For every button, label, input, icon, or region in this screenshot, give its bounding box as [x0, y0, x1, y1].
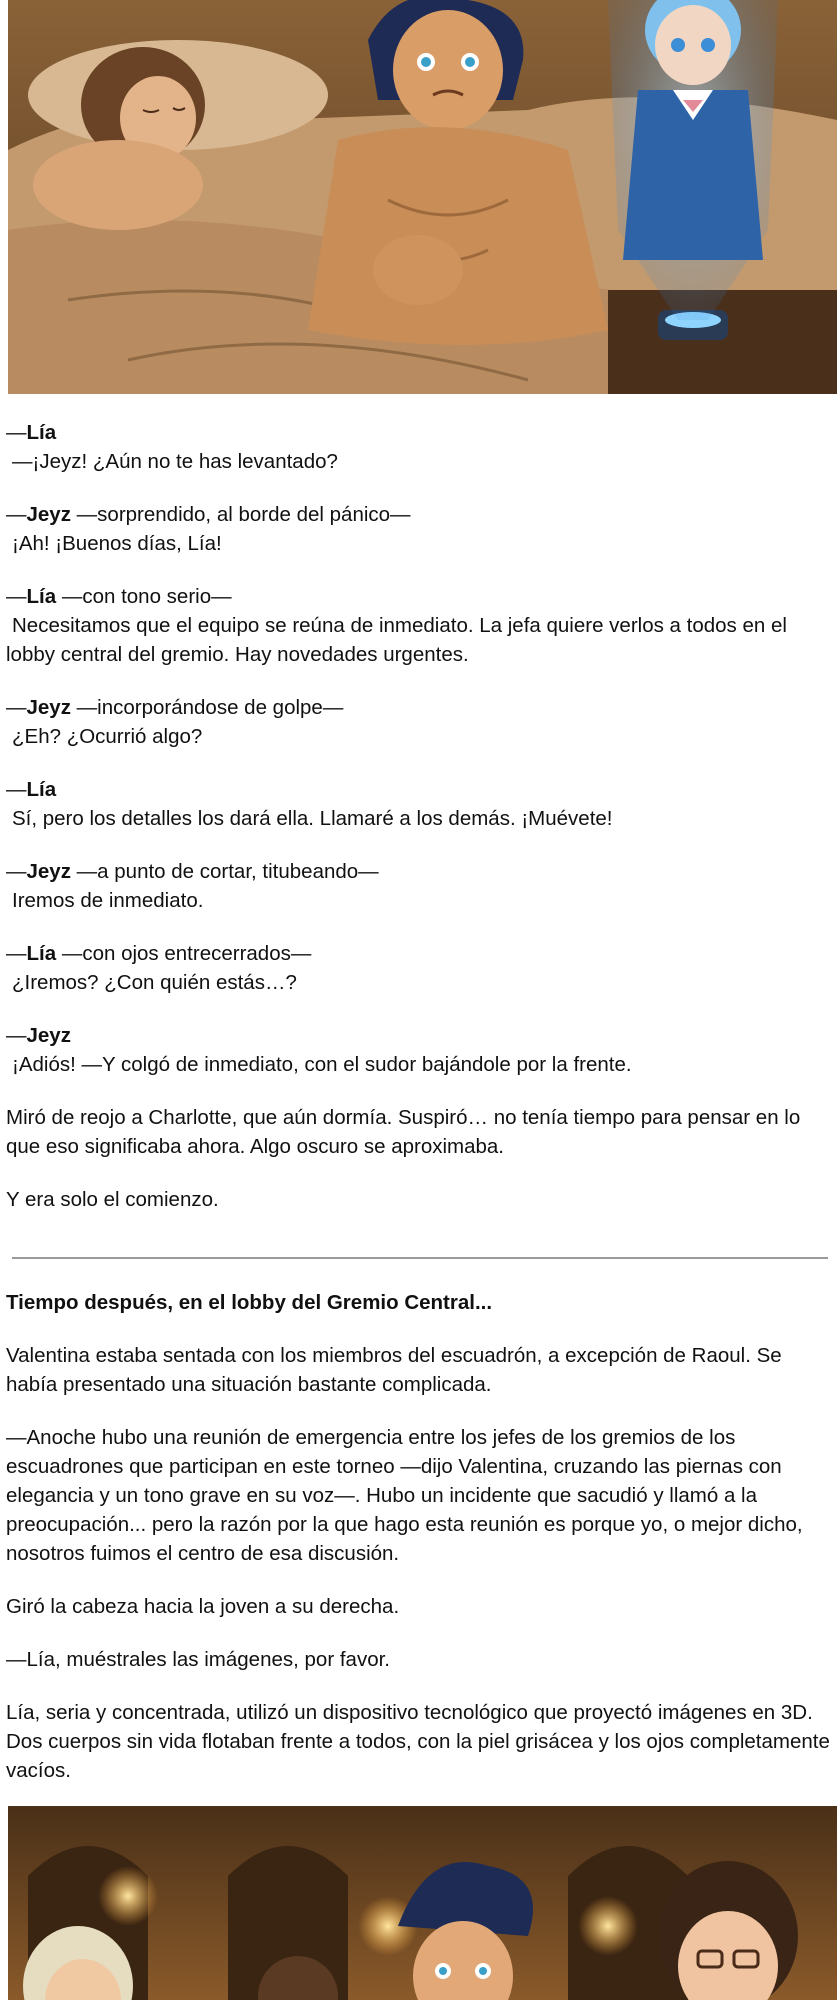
dialogue-entry: —Jeyz —incorporándose de golpe— ¿Eh? ¿Ocurrió algo? — [6, 696, 344, 748]
dialogue-line: ¿Iremos? ¿Con quién estás…? — [12, 971, 297, 994]
dialogue-entry: —Jeyz —sorprendido, al borde del pánico— ¡Ah! ¡Buenos días, Lía! — [6, 503, 411, 555]
dialogue-line: Iremos de inmediato. — [12, 889, 204, 912]
narration-paragraph: Y era solo el comienzo. — [6, 1188, 219, 1211]
speaker-name: Lía — [26, 942, 57, 965]
speaker-name: Jeyz — [26, 860, 71, 883]
stage-direction: —a punto de cortar, titubeando— — [70, 860, 379, 883]
guild-lobby-illustration — [8, 1806, 837, 2000]
dialogue-line: Necesitamos que el equipo se reúna de inmediato. La jefa quiere verlos a todos en el lobby central del gremio. Hay novedades urgentes. — [6, 614, 787, 666]
narration-paragraph: Miró de reojo a Charlotte, que aún dormía. Suspiró… no tenía tiempo para pensar en lo que eso significaba ahora. Algo oscuro se aproximaba. — [6, 1106, 801, 1158]
dialogue-line: Sí, pero los detalles los dará ella. Llamaré a los demás. ¡Muévete! — [12, 807, 613, 830]
narration-paragraph: Lía, seria y concentrada, utilizó un dispositivo tecnológico que proyectó imágenes en 3D. Dos cuerpos sin vida flotaban frente a todos, con la piel grisácea y los ojos completamente vacíos. — [6, 1701, 830, 1782]
dialogue-entry: —Jeyz —a punto de cortar, titubeando— Iremos de inmediato. — [6, 860, 379, 912]
section-divider — [12, 1257, 828, 1259]
speaker-name: Lía — [26, 585, 57, 608]
stage-direction: —sorprendido, al borde del pánico— — [70, 503, 411, 526]
dialogue-entry: —Lía —con tono serio— Necesitamos que el equipo se reúna de inmediato. La jefa quiere verlos a todos en el lobby central del gremio. Hay novedades urgentes. — [6, 585, 787, 666]
speaker-name: Jeyz — [26, 1024, 71, 1047]
stage-direction: —incorporándose de golpe— — [70, 696, 344, 719]
bedroom-illustration — [8, 0, 837, 394]
stage-direction: —con ojos entrecerrados— — [56, 942, 312, 965]
narration-paragraph: —Anoche hubo una reunión de emergencia entre los jefes de los gremios de los escuadrones que participan en este torneo —dijo Valentina, cruzando las piernas con elegancia y un tono grave en su voz—. Hubo un incidente que sacudió y llamó a la preocupación... pero la razón por la que hago esta reunión es porque yo, o mejor dicho, nosotros fuimos el centro de esa discusión. — [6, 1426, 803, 1565]
speaker-name: Jeyz — [26, 696, 71, 719]
dialogue-line: ¡Adiós! —Y colgó de inmediato, con el sudor bajándole por la frente. — [12, 1053, 632, 1076]
scene-two-block — [6, 1288, 830, 1785]
dialogue-line: ¿Eh? ¿Ocurrió algo? — [12, 725, 203, 748]
narration-paragraph: Valentina estaba sentada con los miembros del escuadrón, a excepción de Raoul. Se había presentado una situación bastante complicada. — [6, 1344, 782, 1396]
speaker-name: Lía — [26, 778, 57, 801]
scene-heading: Tiempo después, en el lobby del Gremio Central... — [6, 1291, 493, 1314]
stage-direction: —con tono serio— — [56, 585, 232, 608]
dialogue-block — [6, 418, 830, 1214]
dialogue-entry: —Lía Sí, pero los detalles los dará ella. Llamaré a los demás. ¡Muévete! — [6, 778, 613, 830]
dialogue-entry: —Jeyz ¡Adiós! —Y colgó de inmediato, con el sudor bajándole por la frente. — [6, 1024, 632, 1076]
dialogue-line: ¡Ah! ¡Buenos días, Lía! — [12, 532, 222, 555]
dialogue-line: —¡Jeyz! ¿Aún no te has levantado? — [12, 450, 338, 473]
dialogue-entry: —Lía —¡Jeyz! ¿Aún no te has levantado? — [6, 421, 338, 473]
narration-paragraph: Giró la cabeza hacia la joven a su derecha. — [6, 1595, 400, 1618]
narration-paragraph: —Lía, muéstrales las imágenes, por favor. — [6, 1648, 390, 1671]
speaker-name: Jeyz — [26, 503, 71, 526]
speaker-name: Lía — [26, 421, 57, 444]
dialogue-entry: —Lía —con ojos entrecerrados— ¿Iremos? ¿Con quién estás…? — [6, 942, 312, 994]
